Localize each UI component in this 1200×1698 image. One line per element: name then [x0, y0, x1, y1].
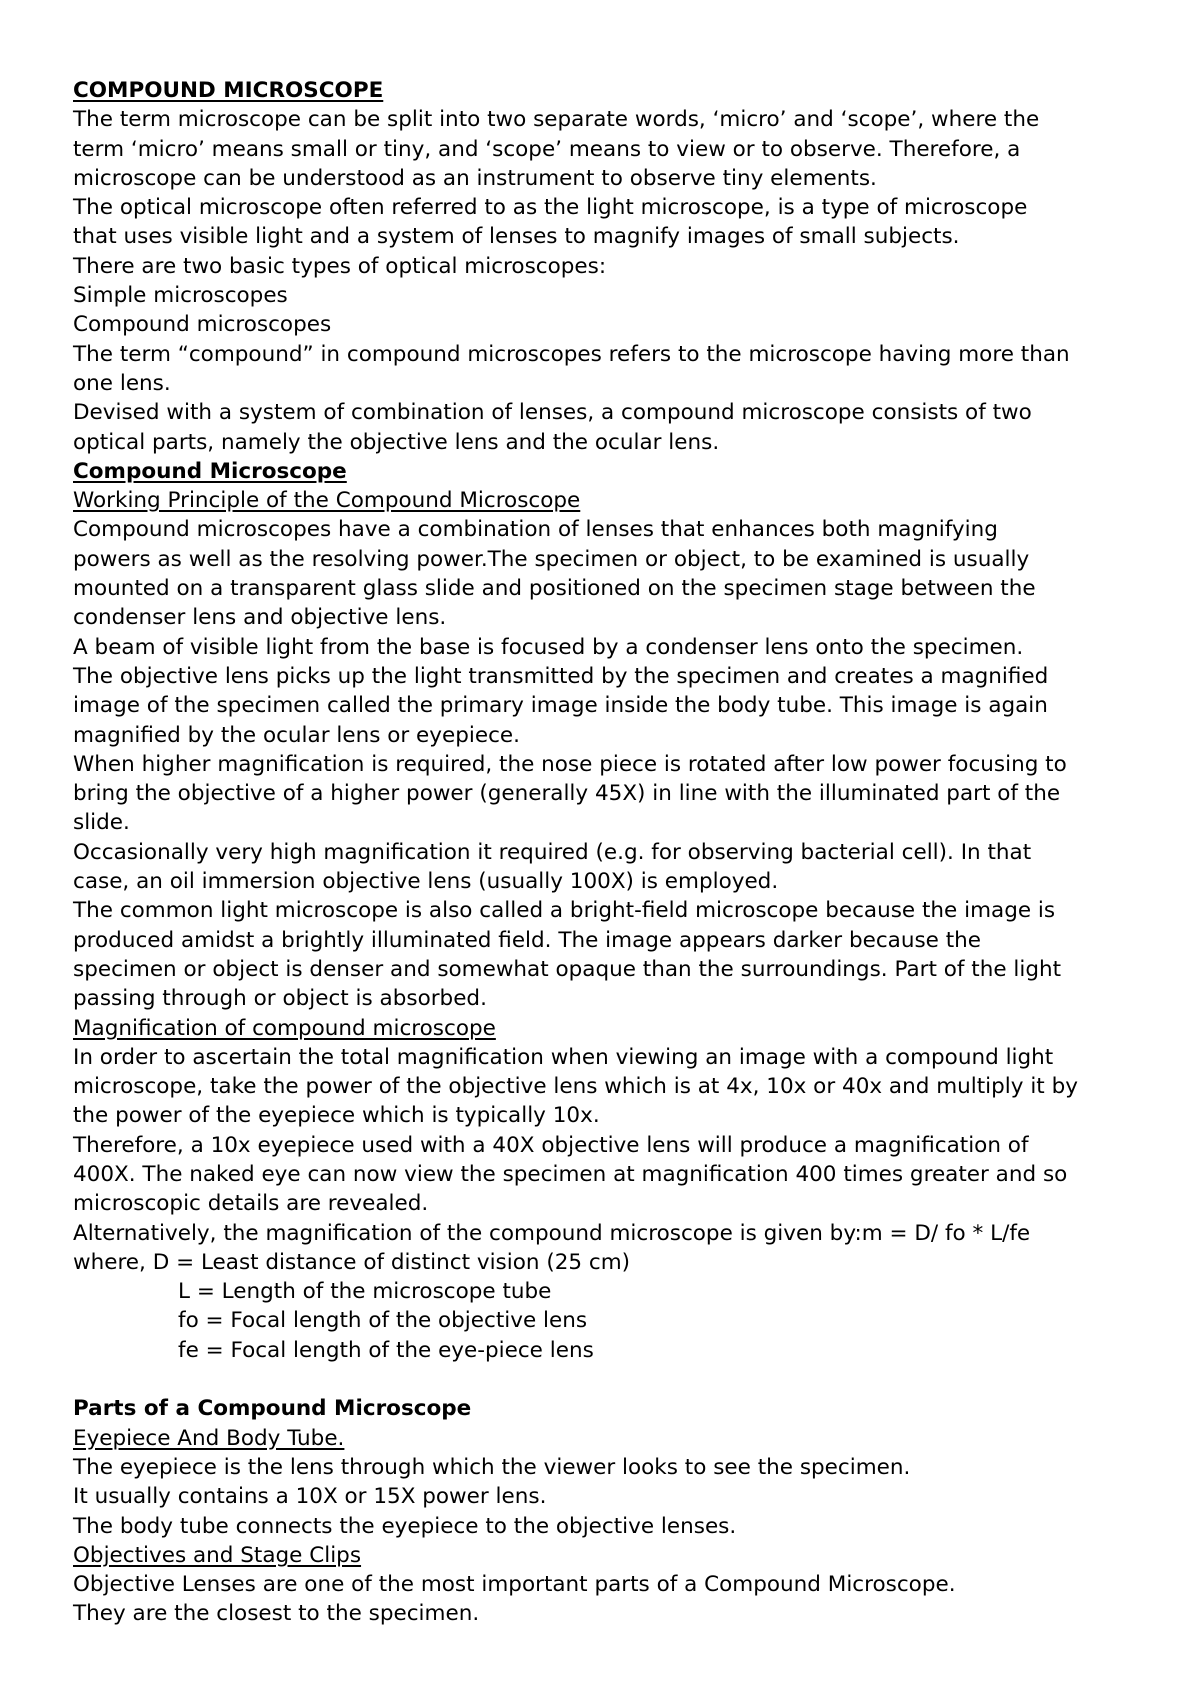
- section-heading: Compound Microscope: [73, 458, 347, 484]
- document-title: COMPOUND MICROSCOPE: [73, 78, 384, 103]
- subsection-heading: Working Principle of the Compound Microscope: [73, 488, 581, 514]
- text-line: Compound microscopes have a combination of lenses that enhances both magnifying: [73, 517, 998, 543]
- text-line: magnified by the ocular lens or eyepiece.: [73, 722, 520, 748]
- working-principle-section: [73, 515, 1153, 1013]
- text-line: specimen or object is denser and somewhat opaque than the surroundings. Part of the light: [73, 956, 1062, 982]
- text-line: term ‘micro’ means small or tiny, and ‘scope’ means to view or to observe. Therefore, a: [73, 136, 1021, 162]
- text-line: There are two basic types of optical microscopes:: [73, 253, 607, 279]
- text-line: Alternatively, the magnification of the compound microscope is given by:m = D/ fo * L/fe: [73, 1220, 1031, 1246]
- text-line: It usually contains a 10X or 15X power lens.: [73, 1484, 547, 1510]
- text-line: case, an oil immersion objective lens (usually 100X) is employed.: [73, 869, 779, 895]
- text-line: Simple microscopes: [73, 283, 288, 309]
- text-line: Compound microscopes: [73, 312, 332, 338]
- subsection-heading: Magnification of compound microscope: [73, 1015, 496, 1041]
- text-line: A beam of visible light from the base is focused by a condenser lens onto the specimen.: [73, 634, 1024, 660]
- text-line: The body tube connects the eyepiece to the objective lenses.: [73, 1513, 737, 1539]
- objectives-section: [73, 1570, 1153, 1629]
- text-line: The common light microscope is also called a bright-field microscope because the image is: [73, 898, 1056, 924]
- text-line: powers as well as the resolving power.The specimen or object, to be examined is usually: [73, 546, 1030, 572]
- text-line: produced amidst a brightly illuminated field. The image appears darker because the: [73, 927, 982, 953]
- text-line: The term microscope can be split into two separate words, ‘micro’ and ‘scope’, where the: [73, 107, 1040, 133]
- text-line: mounted on a transparent glass slide and positioned on the specimen stage between the: [73, 576, 1036, 602]
- text-line: microscope can be understood as an instrument to observe tiny elements.: [73, 165, 877, 191]
- formula-term: fe = Focal length of the eye-piece lens: [178, 1337, 594, 1363]
- text-line: condenser lens and objective lens.: [73, 605, 447, 631]
- text-line: bring the objective of a higher power (generally 45X) in line with the illuminated part of the: [73, 781, 1061, 807]
- text-line: passing through or object is absorbed.: [73, 986, 487, 1012]
- section-heading: Parts of a Compound Microscope: [73, 1396, 472, 1422]
- text-line: When higher magnification is required, the nose piece is rotated after low power focusing to: [73, 751, 1067, 777]
- subsection-heading: Eyepiece And Body Tube.: [73, 1425, 345, 1451]
- text-line: where, D = Least distance of distinct vision (25 cm): [73, 1249, 631, 1275]
- text-line: The optical microscope often referred to as the light microscope, is a type of microscope: [73, 195, 1028, 221]
- formula-term: L = Length of the microscope tube: [178, 1279, 552, 1305]
- intro-section: [73, 105, 1153, 457]
- formula-term: fo = Focal length of the objective lens: [178, 1308, 588, 1334]
- text-line: In order to ascertain the total magnification when viewing an image with a compound light: [73, 1044, 1054, 1070]
- text-line: slide.: [73, 810, 130, 836]
- text-line: Devised with a system of combination of lenses, a compound microscope consists of two: [73, 400, 1032, 426]
- eyepiece-section: [73, 1453, 1153, 1541]
- text-line: that uses visible light and a system of lenses to magnify images of small subjects.: [73, 224, 960, 250]
- text-line: Objective Lenses are one of the most important parts of a Compound Microscope.: [73, 1572, 956, 1598]
- magnification-section: [73, 1043, 1153, 1365]
- spacer: [73, 1365, 1153, 1394]
- text-line: The eyepiece is the lens through which the viewer looks to see the specimen.: [73, 1454, 911, 1480]
- text-line: image of the specimen called the primary image inside the body tube. This image is again: [73, 693, 1048, 719]
- text-line: The term “compound” in compound microscopes refers to the microscope having more than: [73, 341, 1070, 367]
- text-line: Therefore, a 10x eyepiece used with a 40X objective lens will produce a magnification of: [73, 1132, 1029, 1158]
- text-line: The objective lens picks up the light transmitted by the specimen and creates a magnified: [73, 663, 1049, 689]
- document-page: [73, 76, 1153, 1629]
- text-line: the power of the eyepiece which is typically 10x.: [73, 1103, 600, 1129]
- text-line: optical parts, namely the objective lens and the ocular lens.: [73, 429, 720, 455]
- text-line: one lens.: [73, 370, 171, 396]
- text-line: 400X. The naked eye can now view the specimen at magnification 400 times greater and so: [73, 1161, 1068, 1187]
- subsection-heading: Objectives and Stage Clips: [73, 1542, 362, 1568]
- text-line: microscope, take the power of the objective lens which is at 4x, 10x or 40x and multiply it by: [73, 1074, 1078, 1100]
- text-line: Occasionally very high magnification it required (e.g. for observing bacterial cell). In that: [73, 839, 1032, 865]
- text-line: They are the closest to the specimen.: [73, 1601, 480, 1627]
- text-line: microscopic details are revealed.: [73, 1191, 429, 1217]
